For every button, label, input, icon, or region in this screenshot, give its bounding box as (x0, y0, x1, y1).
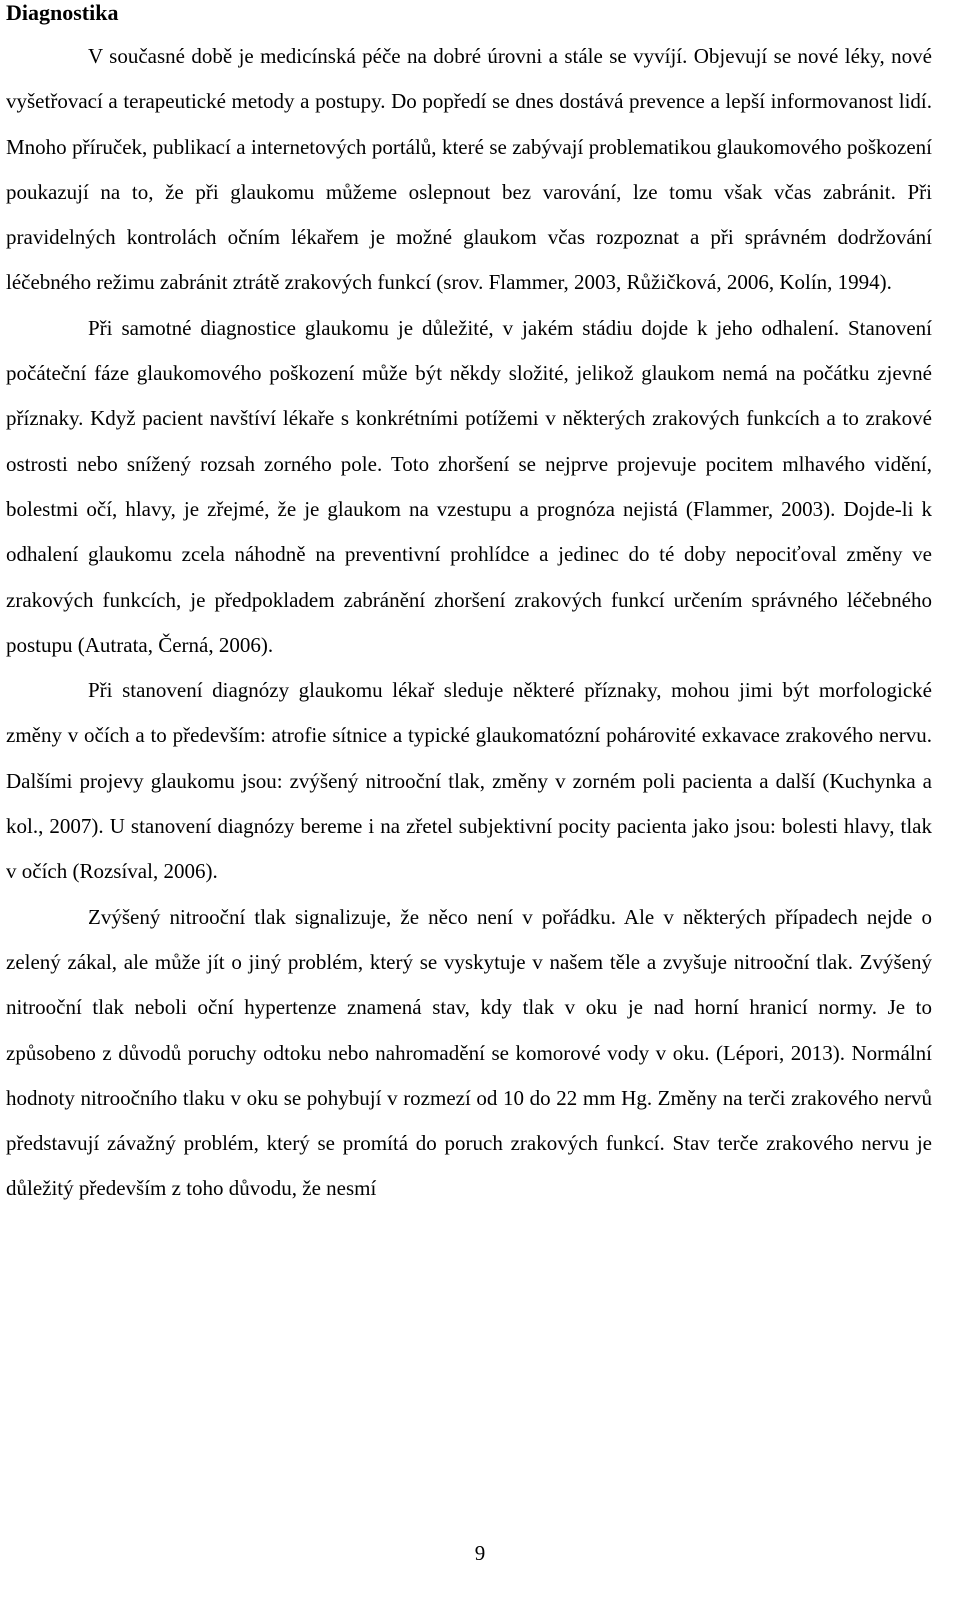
paragraph-4: Zvýšený nitrooční tlak signalizuje, že něco není v pořádku. Ale v některých případech nejde o zelený zákal, ale může jít o jiný problém, který se vyskytuje v našem těle a zvyšuje nitrooční tlak. Zvýšený nitrooční tlak neboli oční hypertenze znamená stav, kdy tlak v oku je nad horní hranicí normy. Je to způsobeno z důvodů poruchy odtoku nebo nahromadění se komorové vody v oku. (Lépori, 2013). Normální hodnoty nitroočního tlaku v oku se pohybují v rozmezí od 10 do 22 mm Hg. Změny na terči zrakového nervů představují závažný problém, který se promítá do poruch zrakových funkcí. Stav terče zrakového nervu je důležitý především z toho důvodu, že nesmí (6, 904, 932, 1201)
page-number: 9 (474, 1541, 486, 1565)
paragraph-1: V současné době je medicínská péče na dobré úrovni a stále se vyvíjí. Objevují se nové léky, nové vyšetřovací a terapeutické metody a postupy. Do popředí se dnes dostává prevence a lepší informovanost lidí. Mnoho příruček, publikací a internetových portálů, které se zabývají problematikou glaukomového poškození poukazují na to, že při glaukomu můžeme oslepnout bez varování, lze tomu však včas zabránit. Při pravidelných kontrolách očním lékařem je možné glaukom včas rozpoznat a při správném dodržování léčebného režimu zabránit ztrátě zrakových funkcí (srov. Flammer, 2003, Růžičková, 2006, Kolín, 1994). (6, 44, 932, 295)
paragraph-3: Při stanovení diagnózy glaukomu lékař sleduje některé příznaky, mohou jimi být morfologické změny v očích a to především: atrofie sítnice a typické glaukomatózní pohárovité exkavace zrakového nervu. Dalšími projevy glaukomu jsou: zvýšený nitrooční tlak, změny v zorném poli pacienta a další (Kuchynka a kol., 2007). U stanovení diagnózy bereme i na zřetel subjektivní pocity pacienta jako jsou: bolesti hlavy, tlak v očích (Rozsíval, 2006). (6, 678, 932, 884)
paragraph-2: Při samotné diagnostice glaukomu je důležité, v jakém stádiu dojde k jeho odhalení. Stanovení počáteční fáze glaukomového poškození může být někdy složité, jelikož glaukom nemá na počátku zjevné příznaky. Když pacient navštíví lékaře s konkrétními potížemi v některých zrakových funkcích a to zrakové ostrosti nebo snížený rozsah zorného pole. Toto zhoršení se nejprve projevuje pocitem mlhavého vidění, bolestmi očí, hlavy, je zřejmé, že je glaukom na vzestupu a prognóza nejistá (Flammer, 2003). Dojde-li k odhalení glaukomu zcela náhodně na preventivní prohlídce a jedinec do té doby nepociťoval změny ve zrakových funkcích, je předpokladem zabránění zhoršení zrakových funkcí určením správného léčebného postupu (Autrata, Černá, 2006). (6, 315, 932, 657)
document-page (6, 0, 932, 1212)
section-heading: Diagnostika (6, 0, 119, 25)
